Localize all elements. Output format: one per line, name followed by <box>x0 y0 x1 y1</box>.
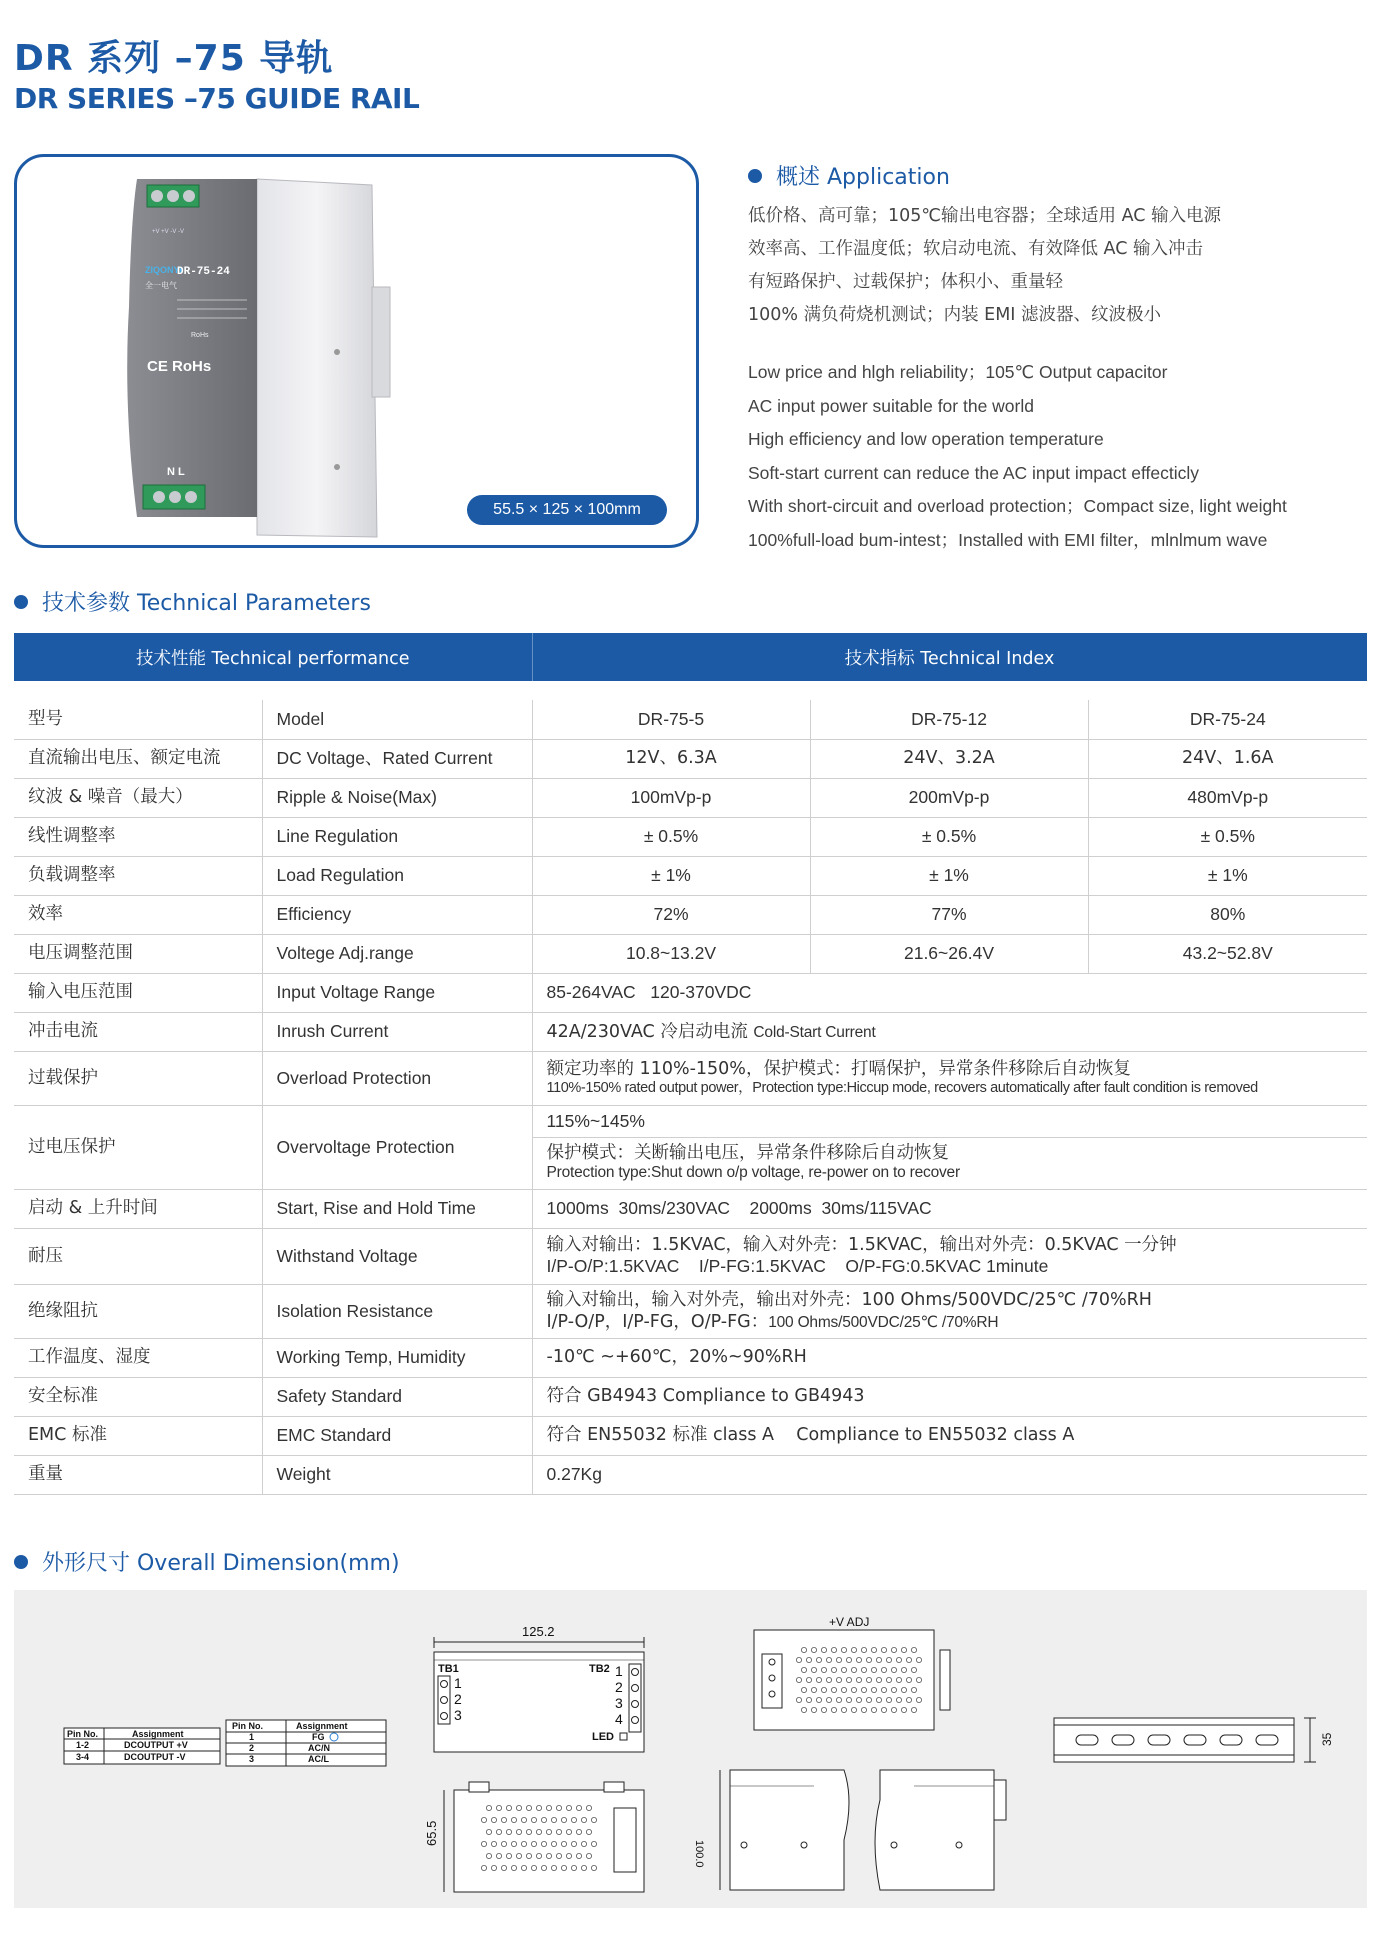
pin-table-input <box>226 1720 386 1766</box>
param-cn: 工作温度、湿度 <box>14 1338 262 1377</box>
value-cell: DR-75-12 <box>810 700 1088 739</box>
width-dimension-label: 125.2 <box>522 1624 555 1639</box>
table-row <box>14 1012 1367 1051</box>
param-cn: 绝缘阻抗 <box>14 1284 262 1338</box>
table-row <box>14 856 1367 895</box>
param-en: Input Voltage Range <box>262 973 532 1012</box>
value-text: Cold-Start Current <box>753 1023 876 1041</box>
param-en: Voltege Adj.range <box>262 934 532 973</box>
terminal-number: 3 <box>615 1695 623 1711</box>
param-cn: 效率 <box>14 895 262 934</box>
param-en: Inrush Current <box>262 1012 532 1051</box>
value-cell: ± 0.5% <box>532 817 810 856</box>
terminal-number: 4 <box>615 1711 623 1727</box>
param-en: Model <box>262 700 532 739</box>
pin-header: Pin No. <box>232 1721 263 1731</box>
front-view-drawing <box>434 1624 644 1752</box>
value-cell <box>532 1228 1367 1284</box>
table-row <box>14 1455 1367 1494</box>
application-heading-text: 概述 Application <box>776 165 950 190</box>
param-en: Load Regulation <box>262 856 532 895</box>
param-cn: 负载调整率 <box>14 856 262 895</box>
table-row <box>14 895 1367 934</box>
table-row <box>14 1189 1367 1228</box>
value-cell: 10.8~13.2V <box>532 934 810 973</box>
bullet-icon <box>14 595 28 609</box>
pin-cell: DCOUTPUT +V <box>124 1740 188 1750</box>
value-cell: DR-75-24 <box>1088 700 1367 739</box>
param-en: Safety Standard <box>262 1377 532 1416</box>
param-cn: 电压调整范围 <box>14 934 262 973</box>
depth-dimension-label: 100.0 <box>693 1840 705 1868</box>
pin-cell: 1 <box>249 1732 255 1742</box>
table-row <box>14 817 1367 856</box>
table-row <box>14 973 1367 1012</box>
led-label: LED <box>592 1731 614 1743</box>
value-cell: 77% <box>810 895 1088 934</box>
application-cn-line: 有短路保护、过载保护；体积小、重量轻 <box>748 272 1063 292</box>
value-cell: DR-75-5 <box>532 700 810 739</box>
value-cell: 480mVp-p <box>1088 778 1367 817</box>
value-cell: ± 0.5% <box>1088 817 1367 856</box>
param-en: Overvoltage Protection <box>262 1105 532 1189</box>
application-heading <box>748 160 950 191</box>
technical-heading <box>14 586 371 617</box>
pin-cell: 3-4 <box>76 1752 90 1762</box>
param-cn: 安全标准 <box>14 1377 262 1416</box>
param-cn: 耐压 <box>14 1228 262 1284</box>
tb1-label: TB1 <box>438 1663 459 1675</box>
pin-cell: 2 <box>249 1743 255 1753</box>
application-en-line: Low price and hlgh reliability；105℃ Output capacitor <box>748 362 1168 382</box>
value-text: I/P-O/P，I/P-FG，O/P-FG： <box>546 1311 769 1332</box>
table-row <box>14 778 1367 817</box>
label-brand: ZIQONYI <box>145 265 183 275</box>
value-cell: 24V、3.2A <box>810 739 1088 778</box>
table-row <box>14 700 1367 739</box>
label-marks: CE RoHs <box>147 358 212 375</box>
technical-heading-text: 技术参数 Technical Parameters <box>42 591 371 616</box>
value-cell: 1000ms 30ms/230VAC 2000ms 30ms/115VAC <box>532 1189 1367 1228</box>
param-cn: EMC 标准 <box>14 1416 262 1455</box>
dimension-drawing-panel <box>14 1590 1367 1908</box>
table-row <box>14 1284 1367 1338</box>
param-en: Working Temp, Humidity <box>262 1338 532 1377</box>
value-text: Protection type:Shut down o/p voltage, re-power on to recover <box>546 1164 960 1182</box>
table-row <box>14 1416 1367 1455</box>
rail-dimension-label: 35 <box>1320 1732 1334 1746</box>
param-en: Withstand Voltage <box>262 1228 532 1284</box>
value-cell: 115%~145% <box>532 1105 1367 1137</box>
application-en-line: Soft-start current can reduce the AC input impact effecticly <box>748 462 1200 483</box>
table-row <box>14 1377 1367 1416</box>
param-en: Line Regulation <box>262 817 532 856</box>
application-cn-list <box>748 200 1348 332</box>
table-row <box>14 934 1367 973</box>
terminal-number: 2 <box>615 1679 623 1695</box>
col-header-performance: 技术性能 Technical performance <box>14 633 532 681</box>
value-cell <box>532 1284 1367 1338</box>
param-en: Weight <box>262 1455 532 1494</box>
param-cn: 重量 <box>14 1455 262 1494</box>
side-view-drawing <box>693 1770 1006 1890</box>
value-cell: 24V、1.6A <box>1088 739 1367 778</box>
svg-text:2: 2 <box>454 1691 462 1707</box>
param-cn: 直流输出电压、额定电流 <box>14 739 262 778</box>
bullet-icon <box>748 169 762 183</box>
pin-cell: 3 <box>249 1754 255 1764</box>
value-cell: 符合 EN55032 标准 class A Compliance to EN55032 class A <box>532 1416 1367 1455</box>
svg-text:+V +V -V -V: +V +V -V -V <box>152 229 185 235</box>
page-title-en: DR SERIES –75 GUIDE RAIL <box>14 82 420 115</box>
label-model: DR-75-24 <box>177 266 230 278</box>
dimension-heading <box>14 1546 400 1577</box>
table-row <box>14 1228 1367 1284</box>
application-cn-line: 效率高、工作温度低；软启动电流、有效降低 AC 输入冲击 <box>748 239 1204 259</box>
pin-cell: DCOUTPUT -V <box>124 1752 186 1762</box>
application-en-line: AC input power suitable for the world <box>748 395 1034 416</box>
param-cn: 过电压保护 <box>14 1105 262 1189</box>
adj-label: +V ADJ <box>829 1615 870 1629</box>
table-row <box>14 1105 1367 1137</box>
value-text: 输入对输出：1.5KVAC，输入对外壳：1.5KVAC，输出对外壳：0.5KVAC 一分钟 <box>546 1235 1177 1255</box>
pin-table-output <box>64 1728 220 1764</box>
param-en: Start, Rise and Hold Time <box>262 1189 532 1228</box>
value-text: 100 Ohms/500VDC/25℃ /70%RH <box>768 1313 999 1331</box>
value-cell: ± 1% <box>1088 856 1367 895</box>
value-cell: 200mVp-p <box>810 778 1088 817</box>
param-cn: 启动 & 上升时间 <box>14 1189 262 1228</box>
product-photo-card <box>14 154 699 548</box>
application-en-line: 100%full-load bum-intest；Installed with EMI filter，mlnlmum wave <box>748 529 1268 550</box>
col-header-index: 技术指标 Technical Index <box>532 633 1367 681</box>
value-cell: 80% <box>1088 895 1367 934</box>
application-en-list <box>748 356 1368 557</box>
table-row <box>14 739 1367 778</box>
param-cn: 过载保护 <box>14 1051 262 1105</box>
value-cell: 100mVp-p <box>532 778 810 817</box>
dimension-drawings <box>14 1590 1367 1908</box>
param-cn: 输入电压范围 <box>14 973 262 1012</box>
label-brand-cn: 全一电气 <box>145 281 177 290</box>
value-cell: 85-264VAC 120-370VDC <box>532 973 1367 1012</box>
value-cell: 0.27Kg <box>532 1455 1367 1494</box>
param-cn: 型号 <box>14 700 262 739</box>
application-cn-line: 100% 满负荷烧机测试；内装 EMI 滤波器、纹波极小 <box>748 305 1162 325</box>
value-text: I/P-O/P:1.5KVAC I/P-FG:1.5KVAC O/P-FG:0.5KVAC 1minute <box>546 1256 1049 1276</box>
din-rail-drawing <box>1054 1718 1334 1762</box>
value-text: 保护模式：关断输出电压，异常条件移除后自动恢复 <box>546 1143 949 1164</box>
param-en: Efficiency <box>262 895 532 934</box>
value-cell: ± 1% <box>810 856 1088 895</box>
value-text: 42A/230VAC 冷启动电流 <box>546 1021 754 1042</box>
page-title-cn: DR 系列 –75 导轨 <box>14 38 334 79</box>
value-cell: 21.6~26.4V <box>810 934 1088 973</box>
size-badge: 55.5 × 125 × 100mm <box>467 495 667 525</box>
bottom-view-drawing <box>424 1782 644 1892</box>
pin-header: Assignment <box>132 1729 184 1739</box>
height-dimension-label: 65.5 <box>424 1820 439 1846</box>
value-cell: ± 1% <box>532 856 810 895</box>
application-en-line: With short-circuit and overload protection；Compact size, light weight <box>748 496 1287 516</box>
param-cn: 冲击电流 <box>14 1012 262 1051</box>
value-cell: 43.2~52.8V <box>1088 934 1367 973</box>
param-cn: 线性调整率 <box>14 817 262 856</box>
pin-header: Pin No. <box>67 1729 98 1739</box>
tb2-label: TB2 <box>589 1663 610 1675</box>
table-row <box>14 1338 1367 1377</box>
pin-cell: AC/N <box>308 1743 330 1753</box>
value-cell: 72% <box>532 895 810 934</box>
param-en: Overload Protection <box>262 1051 532 1105</box>
param-cn: 纹波 & 噪音（最大） <box>14 778 262 817</box>
value-cell: -10℃ ~+60℃，20%~90%RH <box>532 1338 1367 1377</box>
dimension-heading-text: 外形尺寸 Overall Dimension(mm) <box>42 1551 400 1576</box>
param-en: Isolation Resistance <box>262 1284 532 1338</box>
svg-text:3: 3 <box>454 1707 462 1723</box>
param-en: Ripple & Noise(Max) <box>262 778 532 817</box>
value-text: 输入对输出，输入对外壳，输出对外壳：100 Ohms/500VDC/25℃ /70%RH <box>546 1289 1152 1310</box>
table-row <box>14 1051 1367 1105</box>
pin-cell: FG <box>312 1732 325 1742</box>
value-cell: ± 0.5% <box>810 817 1088 856</box>
application-cn-line: 低价格、高可靠；105℃输出电容器；全球适用 AC 输入电源 <box>748 206 1222 226</box>
technical-table <box>14 633 1368 1495</box>
param-en: DC Voltage、Rated Current <box>262 739 532 778</box>
value-text: 110%-150% rated output power，Protection type:Hiccup mode, recovers automatically after fault condition is removed <box>546 1079 1258 1096</box>
terminal-bottom-label: N L <box>167 466 185 478</box>
bullet-icon <box>14 1555 28 1569</box>
value-cell <box>532 1012 1367 1051</box>
top-view-drawing <box>754 1615 950 1730</box>
value-cell <box>532 1051 1367 1105</box>
terminal-number: 1 <box>615 1663 623 1679</box>
value-cell: 12V、6.3A <box>532 739 810 778</box>
value-cell <box>532 1137 1367 1189</box>
pin-cell: 1-2 <box>76 1740 90 1750</box>
application-en-line: High efficiency and low operation temperature <box>748 429 1104 449</box>
pin-header: Assignment <box>296 1721 348 1731</box>
value-cell: 符合 GB4943 Compliance to GB4943 <box>532 1377 1367 1416</box>
svg-text:1: 1 <box>454 1675 462 1691</box>
value-text: 额定功率的 110%-150%，保护模式：打嗝保护，异常条件移除后自动恢复 <box>546 1058 1131 1079</box>
product-image <box>17 157 699 548</box>
param-en: EMC Standard <box>262 1416 532 1455</box>
label-rohs: RoHs <box>191 332 209 339</box>
pin-cell: AC/L <box>308 1754 329 1764</box>
